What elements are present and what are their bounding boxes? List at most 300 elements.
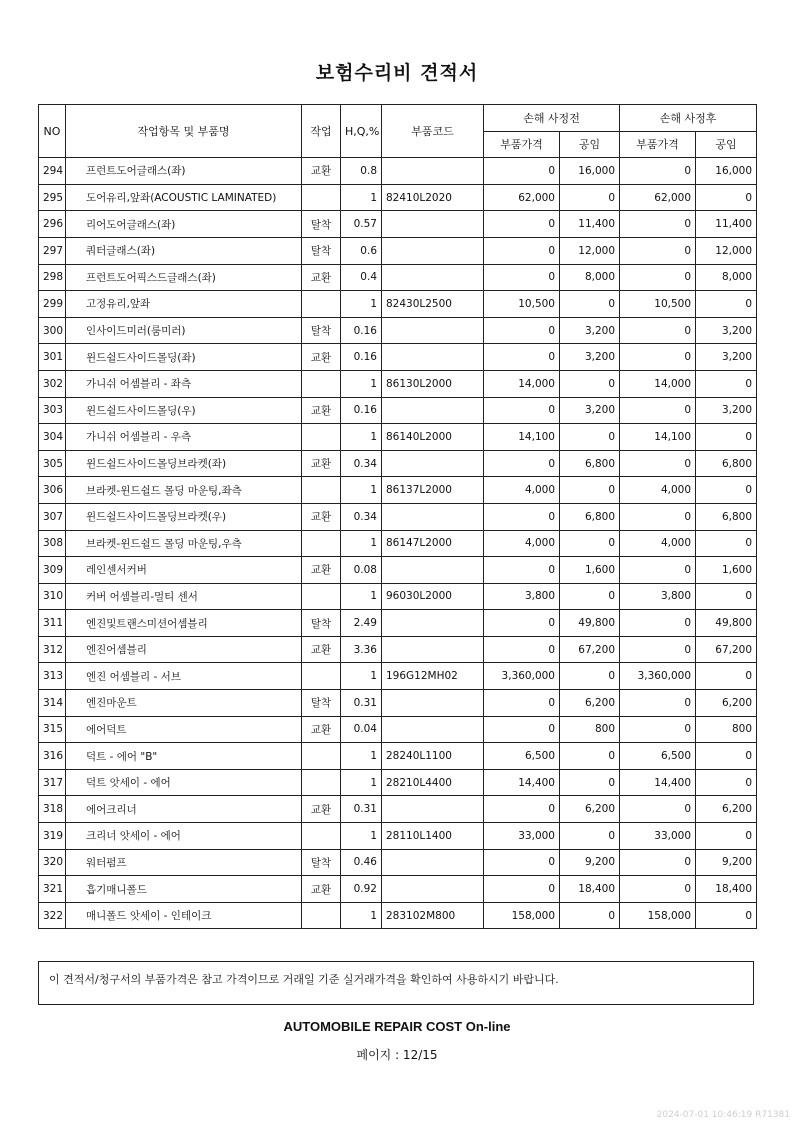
row-before-labor: 1,600 (560, 557, 620, 584)
row-item-name: 레인센서커버 (66, 557, 302, 584)
row-after-part-price: 14,100 (620, 424, 696, 451)
table-row (39, 636, 757, 663)
row-part-code (382, 610, 484, 637)
row-before-part-price: 0 (484, 849, 560, 876)
table-row (39, 716, 757, 743)
row-part-code: 86140L2000 (382, 424, 484, 451)
table-row (39, 663, 757, 690)
row-hq: 1 (341, 370, 382, 397)
header-work: 작업 (302, 105, 341, 158)
row-after-part-price: 0 (620, 557, 696, 584)
row-work-type (302, 291, 341, 318)
row-work-type (302, 184, 341, 211)
row-before-labor: 0 (560, 291, 620, 318)
row-work-type: 교환 (302, 450, 341, 477)
row-part-code: 196G12MH02 (382, 663, 484, 690)
row-after-labor: 0 (696, 583, 757, 610)
footer-title: AUTOMOBILE REPAIR COST On-line (283, 1019, 511, 1034)
row-after-part-price: 0 (620, 503, 696, 530)
page-number: 페이지 : 12/15 (356, 1048, 438, 1062)
row-after-part-price: 33,000 (620, 823, 696, 850)
row-work-type (302, 769, 341, 796)
row-part-code (382, 503, 484, 530)
row-before-part-price: 0 (484, 636, 560, 663)
row-no: 318 (39, 796, 66, 823)
row-work-type: 교환 (302, 503, 341, 530)
row-after-part-price: 0 (620, 317, 696, 344)
row-before-part-price: 0 (484, 876, 560, 903)
row-before-part-price: 3,800 (484, 583, 560, 610)
row-item-name: 브라켓-윈드쉴드 몰딩 마운팅,좌측 (66, 477, 302, 504)
row-work-type: 탈착 (302, 690, 341, 717)
table-row (39, 769, 757, 796)
row-part-code: 82410L2020 (382, 184, 484, 211)
row-after-labor: 6,200 (696, 796, 757, 823)
row-hq: 1 (341, 291, 382, 318)
row-hq: 0.8 (341, 158, 382, 185)
row-before-part-price: 0 (484, 211, 560, 238)
row-hq: 1 (341, 424, 382, 451)
row-item-name: 리어도어글래스(좌) (66, 211, 302, 238)
row-after-part-price: 0 (620, 397, 696, 424)
row-hq: 0.31 (341, 796, 382, 823)
row-before-labor: 0 (560, 823, 620, 850)
row-after-part-price: 0 (620, 610, 696, 637)
row-after-part-price: 0 (620, 636, 696, 663)
table-row (39, 503, 757, 530)
row-no: 302 (39, 370, 66, 397)
row-item-name: 윈드쉴드사이드몰딩(우) (66, 397, 302, 424)
row-part-code: 96030L2000 (382, 583, 484, 610)
row-hq: 1 (341, 769, 382, 796)
row-before-part-price: 14,000 (484, 370, 560, 397)
row-before-labor: 3,200 (560, 317, 620, 344)
row-before-labor: 8,000 (560, 264, 620, 291)
row-item-name: 덕트 앗세이 - 에어 (66, 769, 302, 796)
row-before-labor: 3,200 (560, 397, 620, 424)
row-no: 316 (39, 743, 66, 770)
row-item-name: 윈드쉴드사이드몰딩브라켓(좌) (66, 450, 302, 477)
row-after-labor: 11,400 (696, 211, 757, 238)
row-work-type (302, 424, 341, 451)
row-work-type: 탈착 (302, 211, 341, 238)
row-after-part-price: 158,000 (620, 902, 696, 929)
row-before-labor: 11,400 (560, 211, 620, 238)
header-after-labor: 공임 (696, 131, 757, 158)
row-before-part-price: 14,400 (484, 769, 560, 796)
row-hq: 0.6 (341, 237, 382, 264)
header-no: NO (39, 105, 66, 158)
row-item-name: 도어유리,앞좌(ACOUSTIC LAMINATED) (66, 184, 302, 211)
row-before-part-price: 158,000 (484, 902, 560, 929)
row-before-part-price: 4,000 (484, 477, 560, 504)
table-row (39, 211, 757, 238)
table-row (39, 823, 757, 850)
row-no: 299 (39, 291, 66, 318)
row-part-code (382, 557, 484, 584)
row-hq: 1 (341, 743, 382, 770)
row-before-labor: 0 (560, 769, 620, 796)
row-no: 298 (39, 264, 66, 291)
header-after-part-price: 부품가격 (620, 131, 696, 158)
table-row (39, 583, 757, 610)
table-row (39, 424, 757, 451)
row-after-labor: 6,800 (696, 503, 757, 530)
row-before-labor: 6,800 (560, 503, 620, 530)
row-work-type: 교환 (302, 796, 341, 823)
row-item-name: 프런트도어글래스(좌) (66, 158, 302, 185)
row-no: 294 (39, 158, 66, 185)
table-row (39, 450, 757, 477)
row-work-type (302, 823, 341, 850)
row-after-labor: 0 (696, 530, 757, 557)
row-no: 306 (39, 477, 66, 504)
row-after-part-price: 4,000 (620, 530, 696, 557)
row-item-name: 윈드쉴드사이드몰딩(좌) (66, 344, 302, 371)
row-before-part-price: 0 (484, 264, 560, 291)
row-part-code (382, 344, 484, 371)
row-no: 322 (39, 902, 66, 929)
row-part-code (382, 317, 484, 344)
row-item-name: 가니쉬 어셈블리 - 우측 (66, 424, 302, 451)
row-part-code (382, 450, 484, 477)
row-after-part-price: 0 (620, 344, 696, 371)
row-item-name: 덕트 - 에어 "B" (66, 743, 302, 770)
row-part-code (382, 636, 484, 663)
row-hq: 1 (341, 823, 382, 850)
price-notice: 이 견적서/청구서의 부품가격은 참고 가격이므로 거래일 기준 실거래가격을 확인하여 사용하시기 바랍니다. (38, 961, 754, 1005)
row-before-part-price: 0 (484, 450, 560, 477)
row-after-part-price: 0 (620, 876, 696, 903)
table-row (39, 743, 757, 770)
header-before-labor: 공임 (560, 131, 620, 158)
row-before-labor: 18,400 (560, 876, 620, 903)
row-no: 304 (39, 424, 66, 451)
row-after-part-price: 0 (620, 158, 696, 185)
row-item-name: 엔진 어셈블리 - 서브 (66, 663, 302, 690)
row-after-part-price: 10,500 (620, 291, 696, 318)
row-after-labor: 0 (696, 184, 757, 211)
row-after-part-price: 0 (620, 211, 696, 238)
table-row (39, 849, 757, 876)
row-after-labor: 3,200 (696, 397, 757, 424)
row-before-labor: 67,200 (560, 636, 620, 663)
row-part-code (382, 849, 484, 876)
row-after-labor: 49,800 (696, 610, 757, 637)
row-hq: 0.92 (341, 876, 382, 903)
row-before-part-price: 0 (484, 557, 560, 584)
table-row (39, 237, 757, 264)
row-item-name: 워터펌프 (66, 849, 302, 876)
row-hq: 0.16 (341, 397, 382, 424)
row-work-type: 교환 (302, 876, 341, 903)
table-row (39, 344, 757, 371)
row-before-labor: 800 (560, 716, 620, 743)
row-hq: 0.4 (341, 264, 382, 291)
row-after-labor: 0 (696, 769, 757, 796)
estimate-table (38, 104, 757, 929)
row-item-name: 엔진마운트 (66, 690, 302, 717)
row-hq: 0.57 (341, 211, 382, 238)
row-before-part-price: 0 (484, 716, 560, 743)
row-before-labor: 0 (560, 583, 620, 610)
estimate-rows (39, 158, 757, 929)
row-work-type: 교환 (302, 344, 341, 371)
row-before-part-price: 0 (484, 158, 560, 185)
row-hq: 0.08 (341, 557, 382, 584)
row-hq: 0.31 (341, 690, 382, 717)
row-item-name: 커버 어셈블리-멀티 센서 (66, 583, 302, 610)
row-no: 303 (39, 397, 66, 424)
row-item-name: 쿼터글래스(좌) (66, 237, 302, 264)
row-before-part-price: 0 (484, 397, 560, 424)
row-before-labor: 0 (560, 424, 620, 451)
table-row (39, 370, 757, 397)
row-before-labor: 0 (560, 477, 620, 504)
row-part-code: 283102M800 (382, 902, 484, 929)
header-after-adjustment: 손해 사정후 (620, 105, 757, 132)
row-hq: 0.46 (341, 849, 382, 876)
row-no: 321 (39, 876, 66, 903)
row-hq: 0.16 (341, 317, 382, 344)
row-after-labor: 12,000 (696, 237, 757, 264)
row-after-labor: 18,400 (696, 876, 757, 903)
row-item-name: 에어덕트 (66, 716, 302, 743)
row-work-type: 교환 (302, 264, 341, 291)
row-after-part-price: 0 (620, 237, 696, 264)
row-work-type: 탈착 (302, 610, 341, 637)
row-after-labor: 3,200 (696, 317, 757, 344)
row-item-name: 엔진어셈블리 (66, 636, 302, 663)
row-before-part-price: 0 (484, 317, 560, 344)
row-work-type: 교환 (302, 158, 341, 185)
row-part-code (382, 876, 484, 903)
row-work-type (302, 530, 341, 557)
row-item-name: 흡기매니폴드 (66, 876, 302, 903)
print-timestamp: 2024-07-01 10:46:19 R71381 (656, 1110, 790, 1120)
row-after-labor: 0 (696, 424, 757, 451)
header-before-adjustment: 손해 사정전 (484, 105, 620, 132)
row-after-labor: 800 (696, 716, 757, 743)
row-before-part-price: 0 (484, 237, 560, 264)
row-after-labor: 0 (696, 743, 757, 770)
row-no: 315 (39, 716, 66, 743)
row-before-labor: 0 (560, 902, 620, 929)
row-hq: 3.36 (341, 636, 382, 663)
row-item-name: 크리너 앗세이 - 에어 (66, 823, 302, 850)
row-part-code (382, 237, 484, 264)
row-before-labor: 12,000 (560, 237, 620, 264)
row-no: 314 (39, 690, 66, 717)
row-after-part-price: 3,360,000 (620, 663, 696, 690)
row-before-labor: 0 (560, 663, 620, 690)
row-hq: 2.49 (341, 610, 382, 637)
row-no: 312 (39, 636, 66, 663)
row-no: 320 (39, 849, 66, 876)
row-after-labor: 9,200 (696, 849, 757, 876)
row-before-part-price: 6,500 (484, 743, 560, 770)
row-before-labor: 0 (560, 184, 620, 211)
table-row (39, 796, 757, 823)
row-before-part-price: 0 (484, 796, 560, 823)
row-item-name: 윈드쉴드사이드몰딩브라켓(우) (66, 503, 302, 530)
row-before-part-price: 33,000 (484, 823, 560, 850)
row-after-labor: 0 (696, 477, 757, 504)
row-work-type (302, 902, 341, 929)
document-title: 보험수리비 견적서 (315, 62, 479, 84)
row-before-labor: 0 (560, 743, 620, 770)
row-after-labor: 0 (696, 370, 757, 397)
row-item-name: 고정유리,앞좌 (66, 291, 302, 318)
header-hq: H,Q,% (341, 105, 382, 158)
table-row (39, 184, 757, 211)
row-after-labor: 3,200 (696, 344, 757, 371)
row-after-part-price: 14,400 (620, 769, 696, 796)
row-after-part-price: 0 (620, 264, 696, 291)
row-no: 311 (39, 610, 66, 637)
row-work-type: 탈착 (302, 237, 341, 264)
row-part-code: 86147L2000 (382, 530, 484, 557)
table-row (39, 291, 757, 318)
row-after-part-price: 0 (620, 450, 696, 477)
row-before-labor: 0 (560, 530, 620, 557)
row-work-type: 교환 (302, 557, 341, 584)
header-part-code: 부품코드 (382, 105, 484, 158)
row-no: 317 (39, 769, 66, 796)
row-before-part-price: 4,000 (484, 530, 560, 557)
row-hq: 1 (341, 902, 382, 929)
row-work-type (302, 743, 341, 770)
row-no: 301 (39, 344, 66, 371)
row-before-part-price: 62,000 (484, 184, 560, 211)
row-no: 296 (39, 211, 66, 238)
row-hq: 1 (341, 663, 382, 690)
row-no: 319 (39, 823, 66, 850)
row-part-code (382, 158, 484, 185)
row-after-labor: 1,600 (696, 557, 757, 584)
row-item-name: 프런트도어픽스드글래스(좌) (66, 264, 302, 291)
row-hq: 1 (341, 477, 382, 504)
row-after-part-price: 6,500 (620, 743, 696, 770)
row-part-code (382, 211, 484, 238)
row-hq: 0.34 (341, 503, 382, 530)
table-row (39, 610, 757, 637)
table-row (39, 477, 757, 504)
row-work-type: 교환 (302, 397, 341, 424)
row-part-code: 86130L2000 (382, 370, 484, 397)
header-before-part-price: 부품가격 (484, 131, 560, 158)
row-no: 295 (39, 184, 66, 211)
row-after-labor: 0 (696, 823, 757, 850)
row-item-name: 에어크리너 (66, 796, 302, 823)
row-work-type (302, 583, 341, 610)
row-no: 309 (39, 557, 66, 584)
row-part-code: 86137L2000 (382, 477, 484, 504)
row-before-labor: 6,800 (560, 450, 620, 477)
row-after-part-price: 0 (620, 690, 696, 717)
row-item-name: 매니폴드 앗세이 - 인테이크 (66, 902, 302, 929)
row-part-code (382, 397, 484, 424)
row-hq: 1 (341, 530, 382, 557)
row-no: 300 (39, 317, 66, 344)
row-part-code (382, 796, 484, 823)
row-before-labor: 49,800 (560, 610, 620, 637)
row-after-labor: 67,200 (696, 636, 757, 663)
row-after-labor: 16,000 (696, 158, 757, 185)
row-before-part-price: 0 (484, 610, 560, 637)
row-before-part-price: 0 (484, 503, 560, 530)
row-work-type (302, 477, 341, 504)
row-after-labor: 0 (696, 902, 757, 929)
table-row (39, 557, 757, 584)
row-part-code (382, 690, 484, 717)
row-part-code: 28210L4400 (382, 769, 484, 796)
row-before-part-price: 0 (484, 690, 560, 717)
row-after-part-price: 0 (620, 849, 696, 876)
row-work-type (302, 663, 341, 690)
row-before-part-price: 10,500 (484, 291, 560, 318)
row-no: 297 (39, 237, 66, 264)
row-work-type (302, 370, 341, 397)
row-item-name: 브라켓-윈드쉴드 몰딩 마운팅,우측 (66, 530, 302, 557)
row-no: 310 (39, 583, 66, 610)
table-row (39, 902, 757, 929)
row-part-code (382, 264, 484, 291)
row-no: 307 (39, 503, 66, 530)
header-item: 작업항목 및 부품명 (66, 105, 302, 158)
row-before-labor: 16,000 (560, 158, 620, 185)
row-before-part-price: 14,100 (484, 424, 560, 451)
row-part-code (382, 716, 484, 743)
row-work-type: 교환 (302, 636, 341, 663)
row-item-name: 인사이드미러(룸미러) (66, 317, 302, 344)
row-no: 313 (39, 663, 66, 690)
row-after-labor: 0 (696, 663, 757, 690)
table-row (39, 876, 757, 903)
row-part-code: 28240L1100 (382, 743, 484, 770)
row-before-labor: 3,200 (560, 344, 620, 371)
row-after-part-price: 3,800 (620, 583, 696, 610)
row-part-code: 28110L1400 (382, 823, 484, 850)
row-work-type: 탈착 (302, 317, 341, 344)
table-row (39, 158, 757, 185)
row-work-type: 교환 (302, 716, 341, 743)
row-before-part-price: 0 (484, 344, 560, 371)
row-hq: 0.16 (341, 344, 382, 371)
row-before-labor: 9,200 (560, 849, 620, 876)
row-after-labor: 6,200 (696, 690, 757, 717)
row-after-part-price: 4,000 (620, 477, 696, 504)
row-after-labor: 8,000 (696, 264, 757, 291)
row-before-labor: 6,200 (560, 690, 620, 717)
row-before-labor: 6,200 (560, 796, 620, 823)
row-after-part-price: 62,000 (620, 184, 696, 211)
row-before-labor: 0 (560, 370, 620, 397)
row-before-part-price: 3,360,000 (484, 663, 560, 690)
row-hq: 1 (341, 583, 382, 610)
table-row (39, 264, 757, 291)
row-hq: 1 (341, 184, 382, 211)
row-part-code: 82430L2500 (382, 291, 484, 318)
table-row (39, 530, 757, 557)
row-no: 308 (39, 530, 66, 557)
row-hq: 0.34 (341, 450, 382, 477)
row-after-labor: 0 (696, 291, 757, 318)
table-row (39, 690, 757, 717)
row-after-part-price: 0 (620, 796, 696, 823)
row-item-name: 엔진및트랜스미션어셈블리 (66, 610, 302, 637)
row-item-name: 가니쉬 어셈블리 - 좌측 (66, 370, 302, 397)
